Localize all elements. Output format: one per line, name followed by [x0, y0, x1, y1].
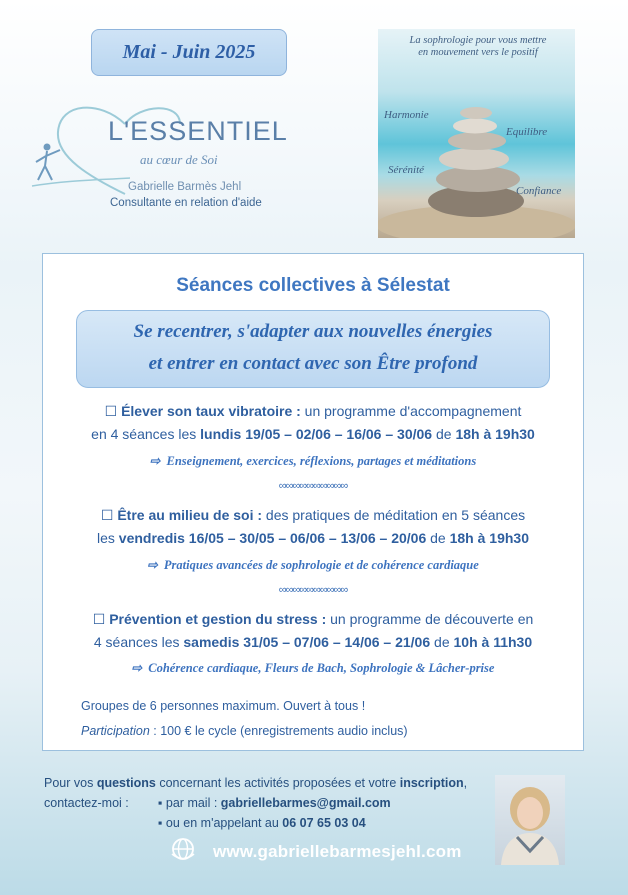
item-3-line-2 [43, 634, 583, 650]
item-1-title: Élever son taux vibratoire : [121, 403, 301, 419]
logo [30, 102, 290, 217]
checkbox-icon: ☐ [104, 403, 118, 419]
item-1-desc: un programme d'accompagnement [300, 403, 522, 419]
checkbox-icon: ☐ [92, 611, 106, 627]
arrow-right-icon: ⇨ [147, 558, 158, 572]
item-2-days: vendredis 16/05 – 30/05 – 06/06 – 13/06 – 20/06 [118, 530, 427, 546]
item-3-hours: 10h à 11h30 [453, 634, 533, 650]
item-2-line-2 [43, 530, 583, 546]
logo-title: L'ESSENTIEL [108, 116, 288, 146]
item-3-mid: de [430, 634, 454, 650]
item-3-desc: un programme de découverte en [326, 611, 534, 627]
arrow-right-icon: ⇨ [131, 661, 143, 675]
groups-info: Groupes de 6 personnes maximum. Ouvert à tous ! [81, 699, 366, 713]
item-1-sub [43, 453, 583, 469]
separator: ∞∞∞∞∞∞∞∞∞∞ [278, 584, 348, 596]
item-1-line-2 [43, 426, 583, 442]
item-2-sub [43, 557, 583, 573]
item-2-title: Être au milieu de soi : [117, 507, 263, 523]
stones-photo [378, 29, 575, 238]
checkbox-icon: ☐ [100, 507, 114, 523]
participation-label: Participation [81, 724, 150, 738]
photo-word-confiance: Confiance [516, 185, 562, 197]
intro-pre: Pour vos [44, 776, 97, 790]
intro-inscription: inscription [399, 776, 464, 790]
item-2-line-1 [43, 507, 583, 524]
contact-mail-line [158, 796, 391, 810]
photo-tagline: La sophrologie pour vous mettre en mouvement vers le positif [409, 35, 547, 58]
portrait-photo [495, 775, 565, 865]
item-1-prefix: en 4 séances les [91, 426, 201, 442]
card-title: Séances collectives à Sélestat [176, 275, 450, 296]
separator: ∞∞∞∞∞∞∞∞∞∞ [278, 480, 348, 492]
participation-info [81, 724, 408, 738]
item-1-mid: de [432, 426, 456, 442]
intro-questions: questions [96, 776, 156, 790]
item-1-days: lundis 19/05 – 02/06 – 16/06 – 30/06 [200, 426, 433, 442]
photo-word-harmonie: Harmonie [384, 109, 429, 121]
portrait-illustration [495, 775, 565, 865]
item-2-hours: 18h à 19h30 [449, 530, 529, 546]
contact-phone-line [158, 816, 366, 830]
theme-banner [76, 310, 550, 388]
item-3-line-1 [43, 611, 583, 628]
logo-name: Gabrielle Barmès Jehl [128, 181, 242, 193]
arrow-right-icon: ⇨ [149, 454, 161, 468]
item-3-title: Prévention et gestion du stress : [109, 611, 327, 627]
item-2-sub-text: Pratiques avancées de sophrologie et de cohérence cardiaque [163, 558, 479, 572]
item-1-line-1 [43, 403, 583, 420]
mail-label: ▪ par mail : [158, 796, 221, 810]
item-3-prefix: 4 séances les [93, 634, 184, 650]
photo-word-equilibre: Equilibre [506, 126, 548, 138]
item-3-sub-text: Cohérence cardiaque, Fleurs de Bach, Sophrologie & Lâcher-prise [148, 661, 495, 675]
banner-line-2: et entrer en contact avec son Être profond [148, 353, 478, 374]
item-2-mid: de [426, 530, 450, 546]
item-2-prefix: les [96, 530, 119, 546]
intro-mid: concernant les activités proposées et votre [155, 776, 400, 790]
phone-number[interactable]: 06 07 65 03 04 [282, 816, 366, 830]
item-2-desc: des pratiques de méditation en 5 séances [262, 507, 526, 523]
logo-subtitle: au cœur de Soi [140, 152, 218, 167]
banner-line-1: Se recentrer, s'adapter aux nouvelles énergies [133, 321, 493, 342]
contact-label: contactez-moi : [44, 796, 129, 810]
item-3-days: samedis 31/05 – 07/06 – 14/06 – 21/06 [183, 634, 431, 650]
website-link[interactable]: www.gabriellebarmesjehl.com [213, 842, 462, 861]
participation-value: : 100 € le cycle (enregistrements audio inclus) [149, 724, 408, 738]
phone-label: ▪ ou en m'appelant au [158, 816, 283, 830]
globe-icon [170, 836, 196, 862]
logo-role: Consultante en relation d'aide [110, 197, 262, 209]
date-badge: Mai - Juin 2025 [91, 29, 287, 76]
sessions-card [42, 253, 584, 751]
item-1-hours: 18h à 19h30 [455, 426, 535, 442]
item-1-sub-text: Enseignement, exercices, réflexions, partages et méditations [166, 454, 477, 468]
contact-intro [44, 776, 467, 790]
email-link[interactable]: gabriellebarmes@gmail.com [220, 796, 391, 810]
item-3-sub [43, 660, 583, 676]
photo-word-serenite: Sérénité [388, 164, 425, 176]
intro-end: , [463, 776, 468, 790]
